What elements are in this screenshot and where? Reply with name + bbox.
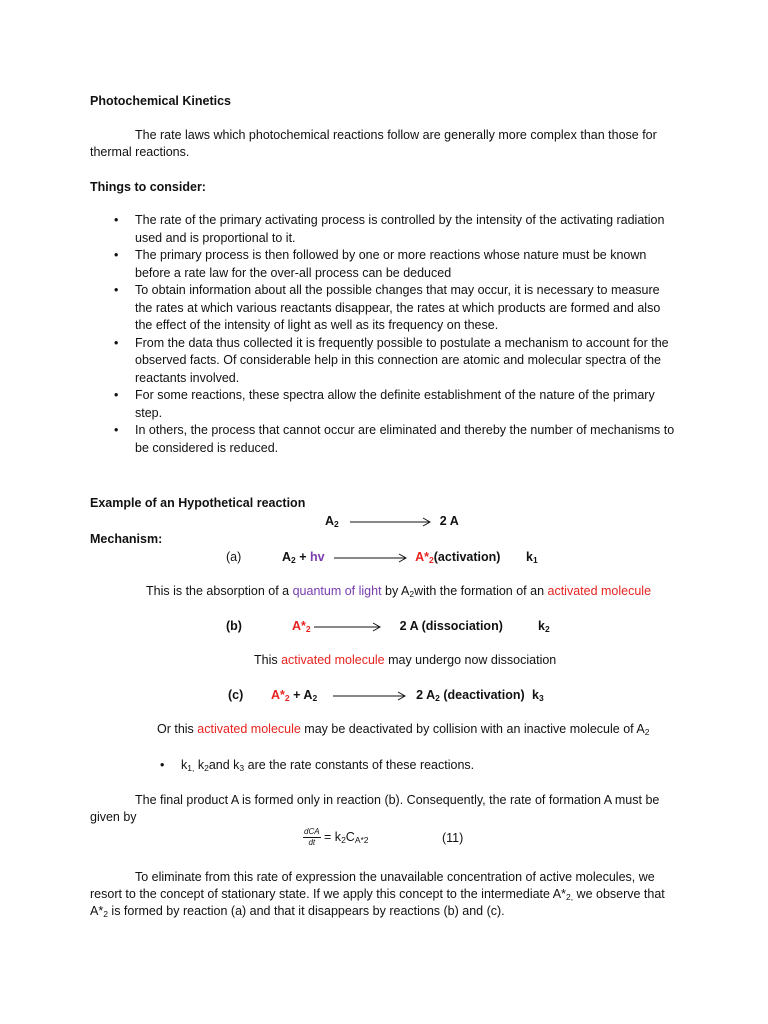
list-item: • The primary process is then followed by one or more reactions whose nature must be known before a rate law for the over-all process can be deduced [90, 247, 680, 282]
bullet-marker: • [160, 758, 165, 772]
reaction-arrow-icon [314, 622, 382, 632]
derivative-fraction: $\frac{\text{dCA}}{dt}$ [304, 827, 320, 848]
reaction-arrow-icon [350, 517, 432, 527]
final-product-paragraph: The final product A is formed only in reaction (b). Consequently, the rate of formation A must be given by [90, 793, 660, 824]
page-title: Photochemical Kinetics [90, 94, 232, 108]
step-a-label: (a) [226, 550, 242, 564]
equation-number: (11) [442, 831, 464, 845]
rate-constant-k2: $k_2$ [538, 619, 550, 634]
reaction-arrow-icon [333, 691, 407, 701]
rate-constant-k1: $k_1$ [526, 550, 538, 565]
list-item: • For some reactions, these spectra allow the definite establishment of the nature of the primary step. [90, 387, 680, 422]
step-a-description: This is the absorption of a quantum of light by $A_2with$ the formation of an activated molecule [146, 584, 652, 599]
overall-product: 2 A [439, 514, 459, 528]
step-c-label: (c) [228, 688, 244, 702]
rate-constant-k3: $k_3$ [532, 688, 544, 703]
step-b-equation: $A*_2$ 2 A (dissociation) [292, 619, 503, 634]
things-heading: Things to consider: [90, 180, 206, 194]
step-c-description: Or this activated molecule may be deactivated by collision with an inactive molecule of $A_2$ [157, 722, 650, 737]
step-b-label: (b) [226, 619, 242, 633]
rate-constants-note: $k_{1,}$ $k_2and$ $k_3$ are the rate constants of these reactions. [181, 758, 475, 773]
example-heading: Example of an Hypothetical reaction [90, 496, 306, 510]
stationary-state-paragraph: To eliminate from this rate of expression the unavailable concentration of active molecules, we resort to the concept of stationary state. If we apply this concept to the intermediate $A*_{2,}$ we observe that $A*_2$ is formed by reaction (a) and that it disappears by reactions (b) and (c). [90, 870, 665, 919]
overall-reactant: A [325, 514, 335, 528]
mechanism-label: Mechanism: [90, 532, 163, 546]
considerations-list [90, 212, 680, 457]
list-item: • The rate of the primary activating process is controlled by the intensity of the activating radiation used and is proportional to it. [90, 212, 680, 247]
intro-paragraph: The rate laws which photochemical reactions follow are generally more complex than those for thermal reactions. [90, 128, 657, 159]
activated-species: $A*_2$ [415, 550, 434, 565]
list-item: • To obtain information about all the possible changes that may occur, it is necessary to measure the rates at which various reactants disappear, the rates at which products are formed and also the effect of the intensity of light as well as its frequency on these. [90, 282, 680, 335]
photon-hv: hv [310, 550, 325, 564]
list-item: • In others, the process that cannot occur are eliminated and thereby the number of mechanisms to be considered is reduced. [90, 422, 680, 457]
step-c-equation: $A*_2 + A_2$ 2 $A_2$ (deactivation) [271, 688, 525, 703]
overall-reaction: $A_2$ 2 A [325, 514, 459, 529]
step-a-equation: $A_2$ + hv $A*_2(activation)$ [282, 550, 501, 565]
step-b-description: This activated molecule may undergo now dissociation [254, 653, 557, 667]
reaction-arrow-icon [334, 553, 408, 563]
list-item: • From the data thus collected it is frequently possible to postulate a mechanism to account for the observed facts. Of considerable help in this connection are atomic and molecular spectra of the reactants involved. [90, 335, 680, 388]
rate-equation: $\frac{\text{dCA}}{dt}$ = $k_2C_{A*2}$ [304, 827, 369, 848]
